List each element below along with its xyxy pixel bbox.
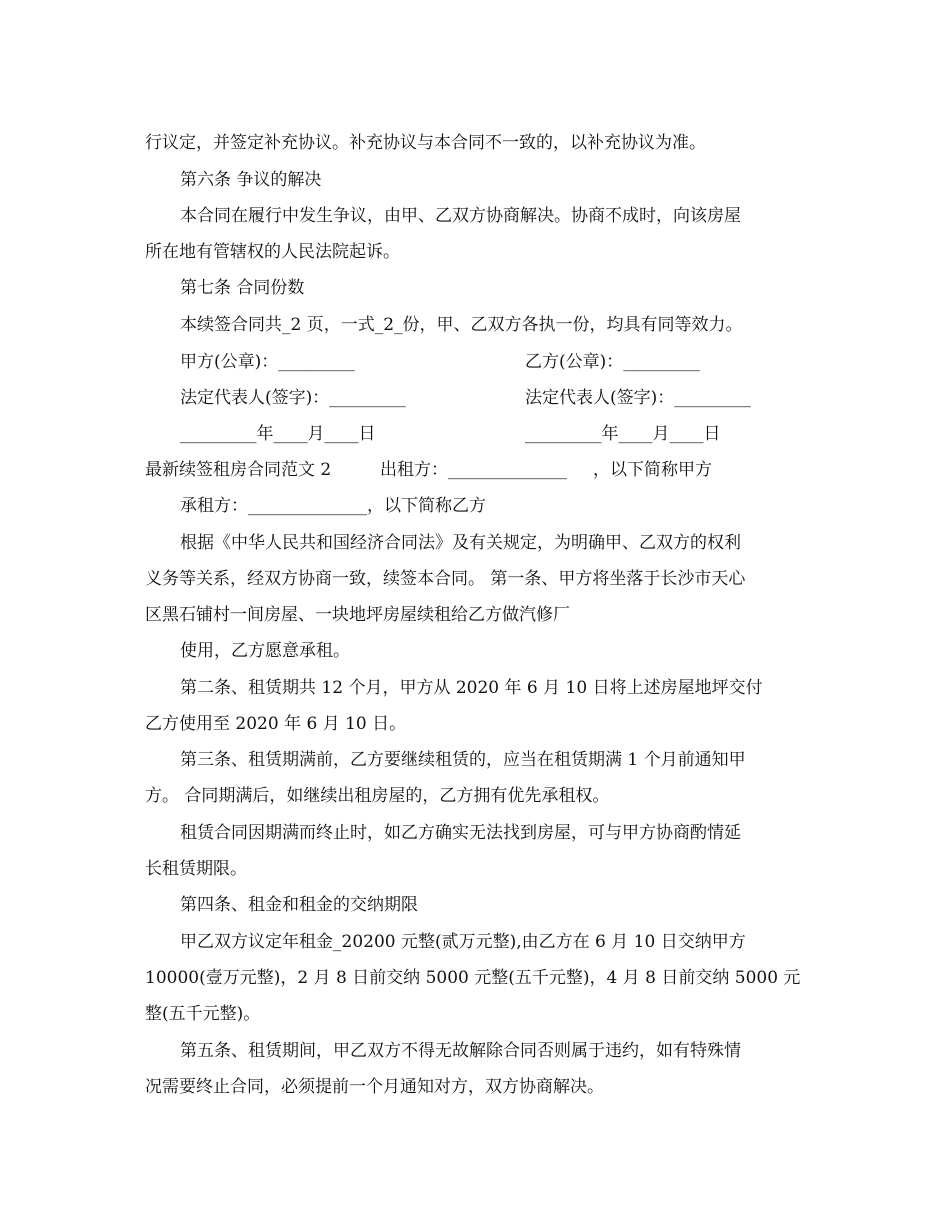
party-a-seal: 甲方(公章)：_________ (180, 352, 355, 372)
paragraph-line: 使用，乙方愿意承租。 (180, 641, 350, 661)
paragraph-line: 乙方使用至 2020 年 6 月 10 日。 (145, 714, 407, 734)
paragraph-line: 租赁合同因期满而终止时，如乙方确实无法找到房屋，可与甲方协商酌情延 (180, 823, 741, 843)
paragraph-line: 义务等关系，经双方协商一致，续签本合同。 第一条、甲方将坐落于长沙市天心 (145, 569, 746, 589)
paragraph-line: 第五条、租赁期间，甲乙双方不得无故解除合同否则属于违约，如有特殊情 (180, 1041, 741, 1061)
party-a-date: _________年____月____日 (180, 424, 376, 444)
paragraph-line: 方。 合同期满后，如继续出租房屋的，乙方拥有优先承租权。 (145, 786, 610, 806)
paragraph-line: 根据《中华人民共和国经济合同法》及有关规定，为明确甲、乙双方的权利 (180, 533, 741, 553)
party-b-seal: 乙方(公章)：_________ (525, 352, 700, 372)
section-heading: 第四条、租金和租金的交纳期限 (180, 895, 418, 915)
paragraph-line: 区黑石铺村一间房屋、一块地坪房屋续租给乙方做汽修厂 (145, 605, 570, 625)
party-a-representative: 法定代表人(签字)：_________ (180, 388, 406, 408)
paragraph-line: 况需要终止合同，必须提前一个月通知对方，双方协商解决。 (145, 1077, 604, 1097)
lessor-line: 出租方：______________ (380, 460, 567, 480)
lessee-line: 承租方：______________，以下简称乙方 (180, 496, 486, 516)
paragraph-line: 本续签合同共_2 页，一式_2_份，甲、乙双方各执一份，均具有同等效力。 (180, 315, 743, 335)
section-heading: 第七条 合同份数 (180, 278, 305, 298)
paragraph-line: 第三条、租赁期满前，乙方要继续租赁的，应当在租赁期满 1 个月前通知甲 (180, 750, 746, 770)
paragraph-line: 所在地有管辖权的人民法院起诉。 (145, 242, 400, 262)
section-heading: 第六条 争议的解决 (180, 170, 322, 190)
paragraph-line: 整(五千元整)。 (145, 1004, 261, 1024)
paragraph-line: 行议定，并签定补充协议。补充协议与本合同不一致的，以补充协议为准。 (145, 133, 706, 153)
paragraph-line: 甲乙双方议定年租金_20200 元整(贰万元整),由乙方在 6 月 10 日交纳甲方 (180, 932, 746, 952)
paragraph-line: 长租赁期限。 (145, 859, 247, 879)
party-b-date: _________年____月____日 (525, 424, 721, 444)
lessor-suffix: ，以下简称甲方 (593, 460, 712, 480)
paragraph-line: 第二条、租赁期共 12 个月，甲方从 2020 年 6 月 10 日将上述房屋地坪交付 (180, 678, 763, 698)
document-title: 最新续签租房合同范文 2 (145, 460, 332, 480)
party-b-representative: 法定代表人(签字)：_________ (525, 388, 751, 408)
paragraph-line: 本合同在履行中发生争议，由甲、乙双方协商解决。协商不成时，向该房屋 (180, 206, 741, 226)
paragraph-line: 10000(壹万元整)，2 月 8 日前交纳 5000 元整(五千元整)，4 月 8 日前交纳 5000 元 (145, 968, 801, 988)
